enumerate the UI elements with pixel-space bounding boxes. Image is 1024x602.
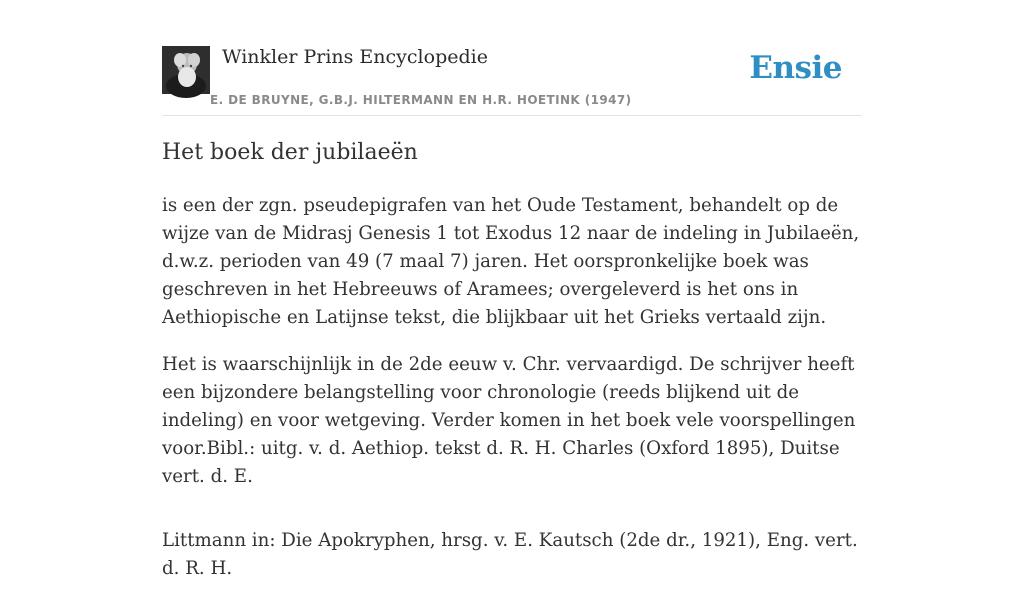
article-paragraph: Het is waarschijnlijk in de 2de eeuw v. Chr. vervaardigd. De schrijver heeft een bijzondere belangstelling voor chronologie (reeds blijkend uit de indeling) en voor wetgeving. Verder komen in het boek vele voorspellingen voor.Bibl.: uitg. v. d. Aethiop. tekst d. R. H. Charles (Oxford 1895), Duitse vert. d. E. [162,354,856,487]
brand-logo-link[interactable]: Ensie [749,50,842,86]
source-authors: E. DE BRUYNE, G.B.J. HILTERMANN EN H.R. HOETINK (1947) [210,93,632,107]
source-title[interactable]: Winkler Prins Encyclopedie [222,46,488,68]
page-container [162,0,862,579]
portrait-photo-icon [162,46,210,94]
article-body [162,192,862,602]
article-paragraph: is een der zgn. pseudepigrafen van het Oude Testament, behandelt op de wijze van de Midrasj Genesis 1 tot Exodus 12 naar de indeling in Jubilaeën, d.w.z. perioden van 49 (7 maal 7) jaren. Het oorspronkelijke boek was geschreven in het Hebreeuws of Aramees; overgeleverd is het ons in Aethiopische en Latijnse tekst, die blijkbaar uit het Grieks vertaald zijn. [162,195,860,328]
article-title: Het boek der jubilaeën [162,140,418,165]
source-header [162,0,862,116]
avatar[interactable] [162,46,210,94]
article-paragraph: Littmann in: Die Apokryphen, hrsg. v. E. Kautsch (2de dr., 1921), Eng. vert. d. R. H. [162,530,858,579]
